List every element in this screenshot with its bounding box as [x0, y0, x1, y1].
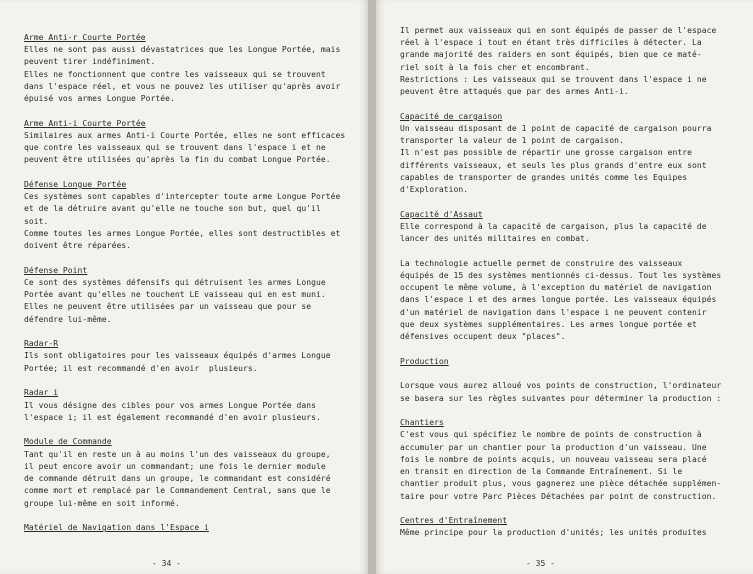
- section-heading: Production: [400, 356, 449, 366]
- section-spacer: [400, 343, 721, 356]
- text-section: [24, 179, 345, 252]
- section-spacer: [400, 245, 721, 258]
- text-line: il peut encore avoir un commandant; une fois le dernier module: [24, 461, 326, 471]
- text-line: lancer des unités militaires en combat.: [400, 234, 590, 244]
- text-line: Comme toutes les armes Longue Portée, elles sont destructibles et: [24, 228, 341, 238]
- section-heading: Matériel de Navigation dans l'Espace i: [24, 523, 209, 533]
- text-line: que deux systèmes supplémentaires. Les armes longue portée et: [400, 319, 697, 329]
- section-heading: Chantiers: [400, 418, 444, 428]
- text-line: l'espace i; il est également recommandé d'en avoir plusieurs.: [24, 412, 321, 422]
- right-page-content: [400, 25, 721, 540]
- text-line: peuvent être utilisées qu'après la fin du combat Longue Portée.: [24, 155, 331, 165]
- section-spacer: [400, 405, 721, 418]
- text-line: Lorsque vous aurez alloué vos points de construction, l'ordinateur: [400, 381, 722, 391]
- text-line: Il n'est pas possible de répartir une grosse cargaison entre: [400, 148, 692, 158]
- text-line: Ce sont des systèmes défensifs qui détruisent les armes Longue: [24, 277, 326, 287]
- text-section: [24, 387, 345, 424]
- text-line: Ils sont obligatoires pour les vaisseaux équipés d'armes Longue: [24, 351, 331, 361]
- text-line: défensives occupent deux "places".: [400, 331, 566, 341]
- text-line: défendre lui-même.: [24, 314, 112, 324]
- text-section: [24, 522, 345, 534]
- text-line: Elles ne sont pas aussi dévastatrices que les Longue Portée, mais: [24, 45, 341, 55]
- text-line: réel à l'espace i tout en étant très difficiles à détecter. La: [400, 38, 702, 48]
- text-line: soit.: [24, 216, 49, 226]
- text-line: équipés de 15 des systèmes mentionnés ci-dessus. Tout les systèmes: [400, 270, 722, 280]
- text-line: Restrictions : Les vaisseaux qui se trouvent dans l'espace i ne: [400, 74, 707, 84]
- text-section: [400, 258, 721, 343]
- text-line: de commande détruit dans un groupe, le commandant est considéré: [24, 474, 331, 484]
- section-heading: Arme Anti-r Courte Portée: [24, 33, 146, 42]
- text-line: Il permet aux vaisseaux qui en sont équipés de passer de l'espace: [400, 26, 717, 35]
- section-spacer: [24, 375, 345, 388]
- text-section: [24, 118, 345, 167]
- text-section: [400, 25, 721, 98]
- text-line: dans l'espace i et des armes longue portée. Les vaisseaux équipés: [400, 295, 717, 305]
- section-heading: Module de Commande: [24, 437, 112, 447]
- text-line: Ces systèmes sont capables d'intercepter toute arme Longue Portée: [24, 192, 341, 202]
- text-line: chantier produit plus, vous gagnerez une pièce détachée supplémen-: [400, 479, 722, 489]
- text-line: Elles ne fonctionnent que contre les vaisseaux qui se trouvent: [24, 69, 326, 79]
- text-section: [24, 265, 345, 326]
- section-spacer: [24, 326, 345, 339]
- text-line: La technologie actuelle permet de construire des vaisseaux: [400, 258, 683, 268]
- text-line: peuvent tirer indéfiniment.: [24, 57, 156, 67]
- text-line: Elle correspond à la capacité de cargaison, plus la capacité de: [400, 221, 707, 231]
- text-line: Il vous désigne des cibles pour vos armes Longue Portée dans: [24, 400, 316, 410]
- text-section: [24, 338, 345, 375]
- text-line: différents vaisseaux, et seuls les plus grands d'entre eux sont: [400, 160, 707, 170]
- text-line: comme mort et remplacé par le Commandement Central, sans que le: [24, 486, 331, 496]
- text-line: transporter la valeur de 1 point de cargaison.: [400, 136, 624, 146]
- text-section: [24, 32, 345, 105]
- text-line: épuisé vos armes Longue Portée.: [24, 94, 175, 104]
- section-heading: Radar i: [24, 388, 59, 398]
- section-heading: Arme Anti-i Courte Portée: [24, 118, 146, 128]
- text-line: d'un matériel de navigation dans l'espace i ne peuvent contenir: [400, 307, 707, 317]
- text-line: se basera sur les règles suivantes pour déterminer la production :: [400, 393, 722, 403]
- section-heading: Capacité de cargaison: [400, 111, 503, 121]
- text-section: [400, 515, 721, 539]
- text-section: [400, 417, 721, 502]
- text-line: groupe lui-même en soit informé.: [24, 498, 180, 508]
- text-line: accumuler par un chantier pour la production d'un vaisseau. Une: [400, 442, 707, 452]
- text-line: fois le nombre de points acquis, un nouveau vaisseau sera placé: [400, 454, 707, 464]
- section-spacer: [24, 252, 345, 265]
- section-spacer: [24, 167, 345, 180]
- text-section: [400, 111, 721, 196]
- text-line: que contre les vaisseaux qui se trouvent dans l'espace i et ne: [24, 143, 326, 153]
- text-line: Similaires aux armes Anti-i Courte Portée, elles ne sont efficaces: [24, 130, 346, 140]
- section-heading: Défense Longue Portée: [24, 180, 127, 190]
- section-heading: Radar-R: [24, 339, 59, 349]
- section-spacer: [24, 424, 345, 437]
- left-page-content: [24, 32, 345, 534]
- text-line: riel soit à la fois cher et encombrant.: [400, 62, 590, 72]
- text-line: d'Exploration.: [400, 184, 469, 194]
- text-section: [400, 209, 721, 246]
- text-line: Un vaisseau disposant de 1 point de capacité de cargaison pourra: [400, 123, 712, 133]
- text-line: occupent le même volume, à l'exception du matériel de navigation: [400, 283, 712, 293]
- section-spacer: [400, 98, 721, 111]
- text-line: Même principe pour la production d'unités; les unités produites: [400, 528, 707, 538]
- text-line: peuvent être attaqués que par des armes Anti-i.: [400, 87, 629, 97]
- text-line: doivent être réparées.: [24, 241, 132, 251]
- section-spacer: [24, 510, 345, 523]
- section-spacer: [24, 105, 345, 118]
- left-page: [0, 0, 368, 574]
- text-line: Elles ne peuvent être utilisées par un vaisseau que pour se: [24, 302, 312, 312]
- text-section: [24, 436, 345, 509]
- right-page: [376, 0, 753, 574]
- text-line: Portée avant qu'elles ne touchent LE vaisseau qui en est muni.: [24, 290, 326, 300]
- text-line: en transit en direction de la Commande Entraînement. Si le: [400, 467, 683, 477]
- section-spacer: [400, 368, 721, 381]
- text-line: taire pour votre Parc Pièces Détachées par point de construction.: [400, 491, 717, 501]
- section-spacer: [400, 196, 721, 209]
- right-page-number: - 35 -: [526, 559, 555, 568]
- text-section: [400, 356, 721, 368]
- text-line: et de la détruire avant qu'elle ne touche son but, quel qu'il: [24, 204, 321, 214]
- section-heading: Centres d'Entraînement: [400, 516, 508, 526]
- text-line: Tant qu'il en reste un à au moins l'un des vaisseaux du groupe,: [24, 449, 331, 459]
- book-gutter: [368, 0, 376, 574]
- section-heading: Capacité d'Assaut: [400, 209, 483, 219]
- text-line: C'est vous qui spécifiez le nombre de points de construction à: [400, 430, 702, 440]
- section-heading: Défense Point: [24, 265, 88, 275]
- left-page-number: - 34 -: [152, 559, 181, 568]
- text-line: capables de transporter de grandes unités comme les Equipes: [400, 172, 688, 182]
- text-line: dans l'espace réel, et vous ne pouvez les utiliser qu'après avoir: [24, 81, 341, 91]
- text-section: [400, 380, 721, 404]
- text-line: grande majorité des raiders en sont équipés, bien que ce maté-: [400, 50, 702, 60]
- section-spacer: [400, 503, 721, 516]
- text-line: Portée; il est recommandé d'en avoir plusieurs.: [24, 363, 258, 373]
